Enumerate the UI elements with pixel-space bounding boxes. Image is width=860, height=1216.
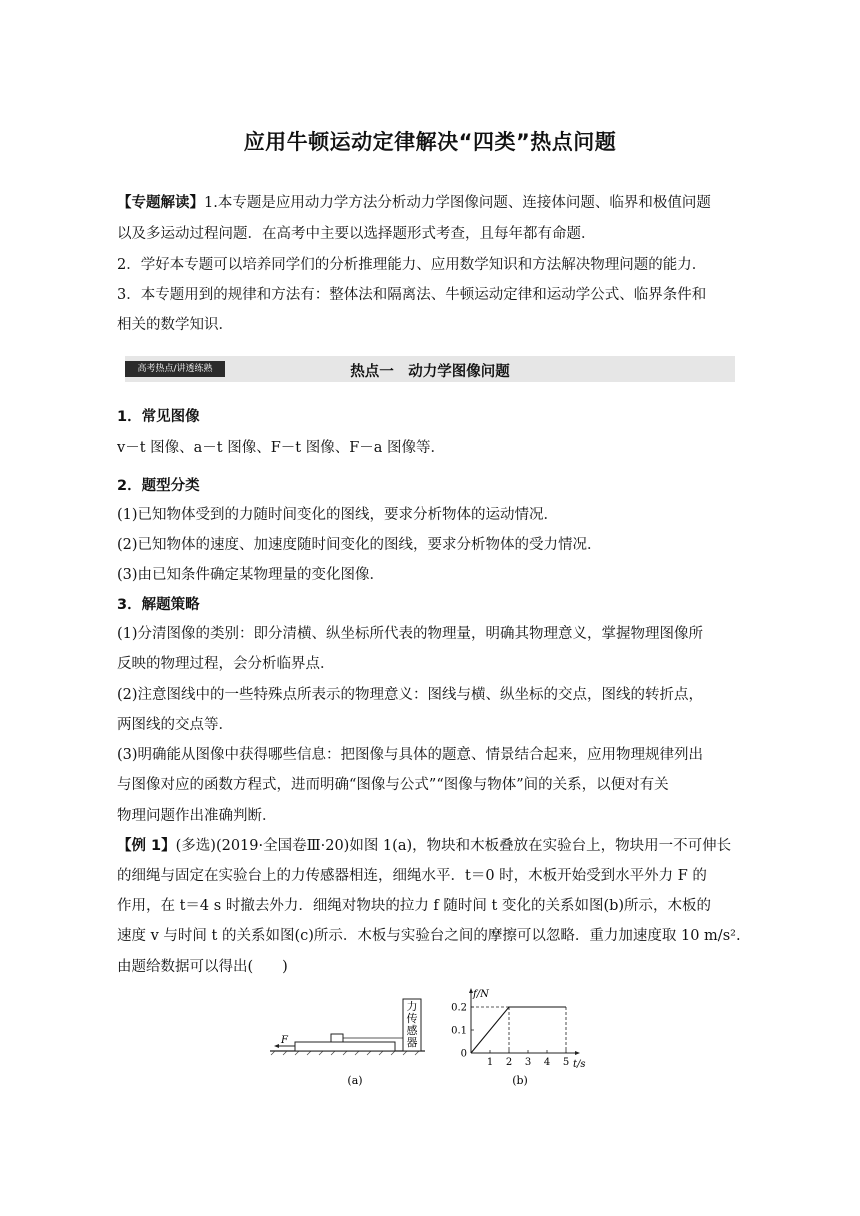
figure-b-chart: [451, 988, 585, 1087]
x-tick-label: 3: [524, 1057, 532, 1068]
s3-heading: 3．解题策略: [117, 597, 200, 613]
example-line-2: 的细绳与固定在实验台上的力传感器相连，细绳水平．t＝0 时，木板开始受到水平外力 F 的: [117, 868, 707, 884]
caption-a: (a): [347, 1074, 363, 1087]
board: [295, 1042, 395, 1051]
s3-p3c: 物理问题作出准确判断．: [117, 808, 277, 824]
figure-a: [270, 999, 425, 1087]
y-tick-label: 0.1: [451, 1025, 467, 1037]
x-axis-label: t/s: [573, 1059, 586, 1070]
example-line-4: 速度 v 与时间 t 的关系如图(c)所示．木板与实验台之间的摩擦可以忽略．重力加速度取 10 m/s².: [117, 928, 741, 944]
s3-p1b: 反映的物理过程，会分析临界点．: [117, 656, 335, 672]
x-tick-label: 1: [486, 1057, 494, 1068]
sensor-char-1: 力: [406, 1000, 418, 1013]
x-tick-label: 5: [562, 1057, 570, 1068]
banner-tag: 高考热点/讲透练熟: [125, 361, 225, 377]
s3-p3b: 与图像对应的函数方程式，进而明确“图像与公式”“图像与物体”间的关系，以便对有关: [117, 777, 669, 793]
intro-line-3: 2．学好本专题可以培养同学们的分析推理能力、应用数学知识和方法解决物理问题的能力．: [117, 257, 707, 273]
series-line-f: [471, 1007, 566, 1053]
y-axis-label: f/N: [473, 989, 489, 1000]
intro-line-4: 3．本专题用到的规律和方法有：整体法和隔离法、牛顿运动定律和运动学公式、临界条件和: [117, 287, 707, 303]
example-label: 【例 1】: [117, 838, 176, 854]
example-text-1: (多选)(2019·全国卷Ⅲ·20)如图 1(a)，物块和木板叠放在实验台上，物块用一不可伸长: [175, 838, 732, 854]
y-tick-label: 0.2: [451, 1002, 467, 1014]
section-banner: [125, 356, 735, 382]
page-title: 应用牛顿运动定律解决“四类”热点问题: [243, 130, 617, 154]
s1-heading: 1．常见图像: [117, 409, 200, 425]
example-line-3: 作用，在 t＝4 s 时撤去外力．细绳对物块的拉力 f 随时间 t 变化的关系如图(b)所示，木板的: [117, 898, 712, 914]
s2-item-2: (2)已知物体的速度、加速度随时间变化的图线，要求分析物体的受力情况．: [117, 537, 602, 553]
intro-line-5: 相关的数学知识．: [117, 317, 233, 333]
figure-1: [265, 985, 605, 1090]
s3-p2a: (2)注意图线中的一些特殊点所表示的物理意义：图线与横、纵坐标的交点，图线的转折点，: [117, 687, 704, 703]
banner-title: 热点一 动力学图像问题: [350, 364, 510, 380]
s3-p3a: (3)明确能从图像中获得哪些信息：把图像与具体的题意、情景结合起来，应用物理规律列出: [117, 747, 704, 763]
caption-b: (b): [512, 1074, 528, 1087]
s1-body: v－t 图像、a－t 图像、F－t 图像、F－a 图像等．: [117, 440, 446, 456]
block: [331, 1034, 343, 1042]
x-tick-label: 4: [543, 1057, 551, 1068]
intro-line-2: 以及多运动过程问题．在高考中主要以选择题形式考查，且每年都有命题．: [117, 226, 596, 242]
force-arrowhead: [274, 1044, 279, 1048]
s2-item-3: (3)由已知条件确定某物理量的变化图像．: [117, 567, 385, 583]
intro-label: 【专题解读】: [117, 195, 204, 211]
example-line-1: [117, 836, 743, 856]
s2-item-1: (1)已知物体受到的力随时间变化的图线，要求分析物体的运动情况．: [117, 507, 559, 523]
s3-p1a: (1)分清图像的类别：即分清横、纵坐标所代表的物理量，明确其物理意义，掌握物理图像所: [117, 626, 704, 642]
sensor-char-3: 感: [406, 1024, 418, 1037]
sensor-char-2: 传: [406, 1012, 418, 1025]
y-tick-label: 0: [460, 1048, 467, 1060]
force-label: F: [281, 1035, 288, 1046]
x-axis-arrow: [575, 1051, 580, 1055]
intro-text-1: 1.本专题是应用动力学方法分析动力学图像问题、连接体问题、临界和极值问题: [204, 195, 711, 211]
example-line-5: 由题给数据可以得出( ): [117, 959, 288, 975]
sensor-char-4: 器: [406, 1036, 418, 1049]
s2-heading: 2．题型分类: [117, 478, 200, 494]
x-tick-label: 2: [505, 1057, 513, 1068]
s3-p2b: 两图线的交点等．: [117, 717, 233, 733]
intro-line-1: [117, 193, 743, 213]
